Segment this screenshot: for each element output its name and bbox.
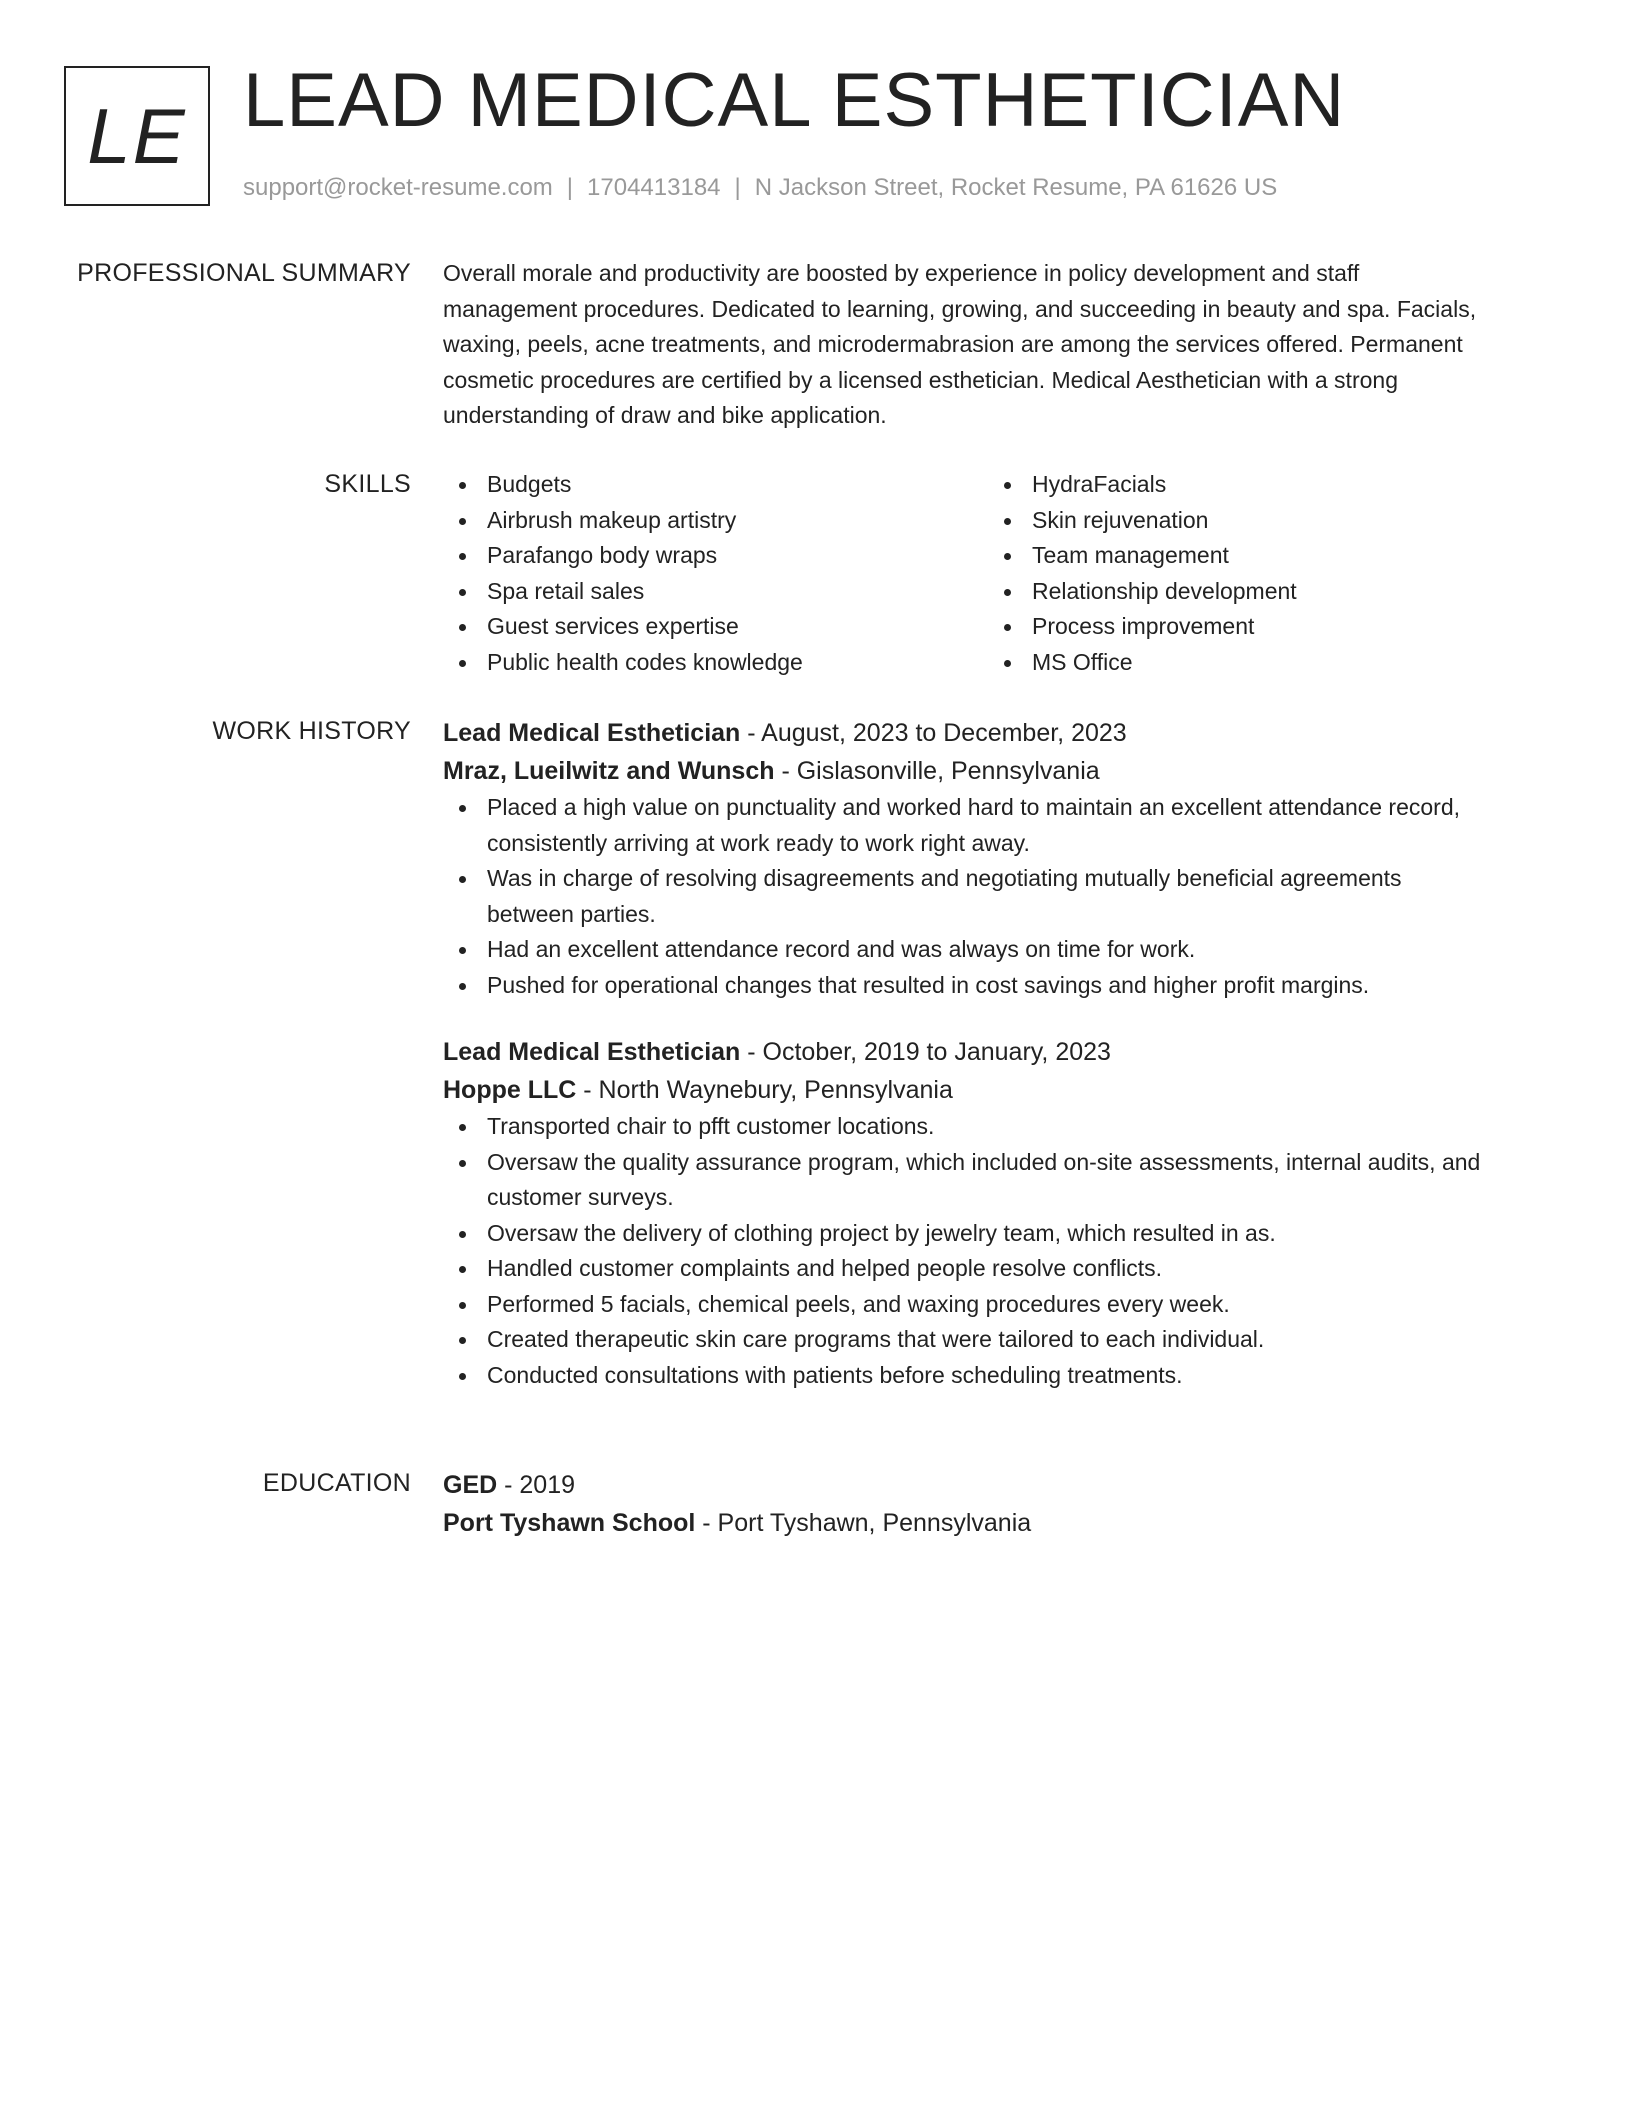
contact-line: [243, 172, 1277, 204]
job-dates: - August, 2023 to December, 2023: [740, 719, 1127, 747]
summary-line: management procedures. Dedicated to learning, growing, and succeeding in beauty and spa. Facials,: [443, 295, 1477, 322]
job-location: - North Waynebury, Pennsylvania: [576, 1076, 953, 1104]
skill-item: HydraFacials: [988, 467, 1533, 503]
bullet-line: customer surveys.: [487, 1184, 674, 1210]
summary-line: cosmetic procedures are certified by a licensed esthetician. Medical Aesthetician with a strong: [443, 366, 1398, 393]
work-heading: WORK HISTORY: [212, 717, 411, 745]
skills-heading: SKILLS: [324, 470, 411, 498]
skill-item: Team management: [988, 538, 1533, 574]
job-bullet: Oversaw the delivery of clothing project by jewelry team, which resulted in as.: [443, 1216, 1553, 1252]
resume-name: LEAD MEDICAL ESTHETICIAN: [243, 58, 1346, 143]
education-school-line: [443, 1504, 1553, 1542]
summary-line: understanding of draw and bike application.: [443, 402, 887, 428]
work-body: [443, 714, 1553, 1393]
contact-separator: |: [566, 174, 574, 201]
summary-line: Overall morale and productivity are boosted by experience in policy development and staff: [443, 260, 1360, 286]
skill-item: Spa retail sales: [443, 574, 988, 610]
education-body: [443, 1466, 1553, 1542]
job-bullet: Created therapeutic skin care programs that were tailored to each individual.: [443, 1322, 1553, 1358]
education-location: - Port Tyshawn, Pennsylvania: [695, 1509, 1032, 1537]
job-company-line: [443, 1071, 1553, 1109]
job-bullet-list: [443, 1109, 1553, 1393]
skill-item: Airbrush makeup artistry: [443, 503, 988, 539]
education-year: - 2019: [497, 1471, 576, 1499]
skill-item: Public health codes knowledge: [443, 645, 988, 681]
bullet-line: Was in charge of resolving disagreements and negotiating mutually beneficial agreements: [487, 865, 1402, 891]
contact-email[interactable]: support@rocket-resume.com: [243, 174, 553, 201]
bullet-line: Oversaw the quality assurance program, which included on-site assessments, internal audits, and: [487, 1148, 1481, 1175]
job-bullet: Transported chair to pfft customer locations.: [443, 1109, 1553, 1145]
job-bullet: Performed 5 facials, chemical peels, and waxing procedures every week.: [443, 1287, 1553, 1323]
job-company: Hoppe LLC: [443, 1076, 577, 1104]
job-bullet: Handled customer complaints and helped people resolve conflicts.: [443, 1251, 1553, 1287]
job-company-line: [443, 752, 1553, 790]
education-degree: GED: [443, 1471, 498, 1499]
summary-body: [443, 256, 1553, 434]
job-bullet: [443, 1145, 1553, 1216]
skill-item: Budgets: [443, 467, 988, 503]
contact-address: N Jackson Street, Rocket Resume, PA 61626 US: [754, 174, 1278, 201]
job-location: - Gislasonville, Pennsylvania: [774, 757, 1100, 785]
summary-line: waxing, peels, acne treatments, and microdermabrasion are among the services offered. Permanent: [443, 331, 1463, 357]
contact-separator: |: [734, 174, 741, 201]
skills-list-right: [988, 467, 1533, 680]
job-bullet: [443, 861, 1553, 932]
education-degree-line: [443, 1466, 1553, 1504]
bullet-line: between parties.: [487, 900, 656, 927]
education-heading: EDUCATION: [262, 1469, 411, 1497]
skills-columns: [443, 467, 1553, 680]
bullet-line: Placed a high value on punctuality and worked hard to maintain an excellent attendance record,: [487, 794, 1461, 820]
monogram-badge: [64, 66, 210, 206]
job-title-line: [443, 1033, 1553, 1071]
skill-item: Parafango body wraps: [443, 538, 988, 574]
contact-phone[interactable]: 1704413184: [587, 174, 721, 201]
job-bullet: Conducted consultations with patients before scheduling treatments.: [443, 1358, 1553, 1394]
skills-list-left: [443, 467, 988, 680]
job-entry: [443, 1033, 1553, 1393]
job-title: Lead Medical Esthetician: [443, 719, 741, 747]
skill-item: Relationship development: [988, 574, 1533, 610]
monogram-initials: LE: [87, 92, 187, 180]
job-bullet: Pushed for operational changes that resulted in cost savings and higher profit margins.: [443, 968, 1553, 1004]
job-entry: [443, 714, 1553, 1003]
job-bullet-list: [443, 790, 1553, 1003]
job-bullet: [443, 790, 1553, 861]
summary-heading: PROFESSIONAL SUMMARY: [77, 259, 411, 287]
skill-item: MS Office: [988, 645, 1533, 681]
skill-item: Process improvement: [988, 609, 1533, 645]
skill-item: Skin rejuvenation: [988, 503, 1533, 539]
job-title-line: [443, 714, 1553, 752]
skills-body: [443, 467, 1553, 680]
job-bullet: Had an excellent attendance record and was always on time for work.: [443, 932, 1553, 968]
summary-text: [443, 256, 1553, 434]
job-title: Lead Medical Esthetician: [443, 1038, 741, 1066]
job-company: Mraz, Lueilwitz and Wunsch: [443, 757, 775, 785]
bullet-line: consistently arriving at work ready to work right away.: [487, 829, 1030, 856]
education-school: Port Tyshawn School: [443, 1509, 696, 1537]
job-dates: - October, 2019 to January, 2023: [740, 1038, 1111, 1066]
skill-item: Guest services expertise: [443, 609, 988, 645]
